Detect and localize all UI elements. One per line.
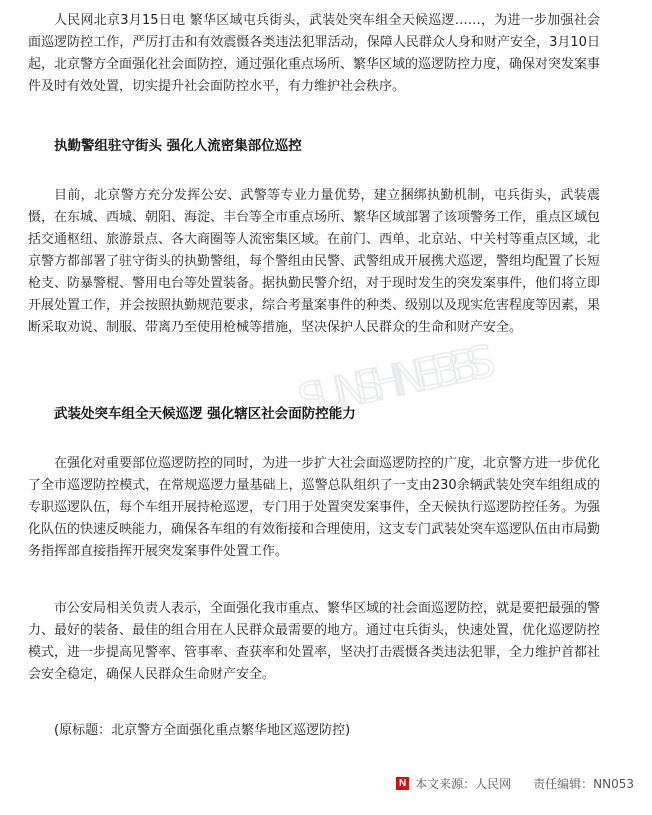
watermark-text: SUNSHINE BBS xyxy=(293,335,500,427)
editor-label: 责任编辑：NN053 xyxy=(533,776,634,791)
source-label: 本文来源：人民网 xyxy=(415,776,512,791)
article-paragraph: 目前，北京警方充分发挥公安、武警等专业力量优势，建立捆绑执勤机制，屯兵街头，武装震慑，在东城、西城、朝阳、海淀、丰台等全市重点场所、繁华区域部署了该项警务工作，重点区域包括交通枢纽、旅游景点、各大商圈等人流密集区域。在前门、西单、北京站、中关村等重点区域，北京警方都部署了驻守街头的执勤警组，每个警组由民警、武警组成开展携犬巡逻，警组均配置了长短枪支、防暴警棍、警用电台等处置装备。据执勤民警介绍，对于现时发生的突发案事件，他们将立即开展处置工作，并会按照执勤规范要求，综合考量案事件的种类、级别以及现实危害程度等因素，果断采取劝说、制服、带离乃至使用枪械等措施，坚决保护人民群众的生命和财产安全。 xyxy=(28,188,601,335)
people-daily-logo-icon: N xyxy=(396,777,409,790)
article-paragraph: 市公安局相关负责人表示，全面强化我市重点、繁华区域的社会面巡逻防控，就是要把最强的警力、最好的装备、最佳的组合用在人民群众最需要的地方。通过屯兵街头，快速处置，优化巡逻防控模式，进一步提高见警率、管事率、查获率和处置率，坚决打击震慑各类违法犯罪，全力维护首都社会安全稳定，确保人民群众生命财产安全。 xyxy=(28,601,601,682)
section-heading: 武装处突车组全天候巡逻 强化辖区社会面防控能力 xyxy=(54,406,356,422)
article-paragraph: 在强化对重要部位巡逻防控的同时，为进一步扩大社会面巡逻防控的广度，北京警方进一步优化了全市巡逻防控模式，在常规巡逻力量基础上，巡警总队组织了一支由230余辆武装处突车组组成的专职巡逻队伍，每个车组开展持枪巡逻，专门用于处置突发案事件，全天候执行巡逻防控任务。为强化队伍的快速反映能力，确保各车组的有效衔接和合理使用，这支专门武装处突车巡逻队伍由市局勤务指挥部直接指挥开展突发案事件处置工作。 xyxy=(28,456,601,559)
original-title: (原标题：北京警方全面强化重点繁华地区巡逻防控) xyxy=(54,723,351,738)
article-footer xyxy=(396,774,634,792)
article-paragraph: 人民网北京3月15日电 繁华区域屯兵街头，武装处突车组全天候巡逻……，为进一步加强社会面巡逻防控工作，严厉打击和有效震慑各类违法犯罪活动，保障人民群众人身和财产安全，3月10日起，北京警方全面强化社会面防控，通过强化重点场所、繁华区域的巡逻防控力度，确保对突发案事件及时有效处置，切实提升社会面防控水平，有力维护社会秩序。 xyxy=(28,13,601,94)
section-heading: 执勤警组驻守街头 强化人流密集部位巡控 xyxy=(54,138,302,154)
